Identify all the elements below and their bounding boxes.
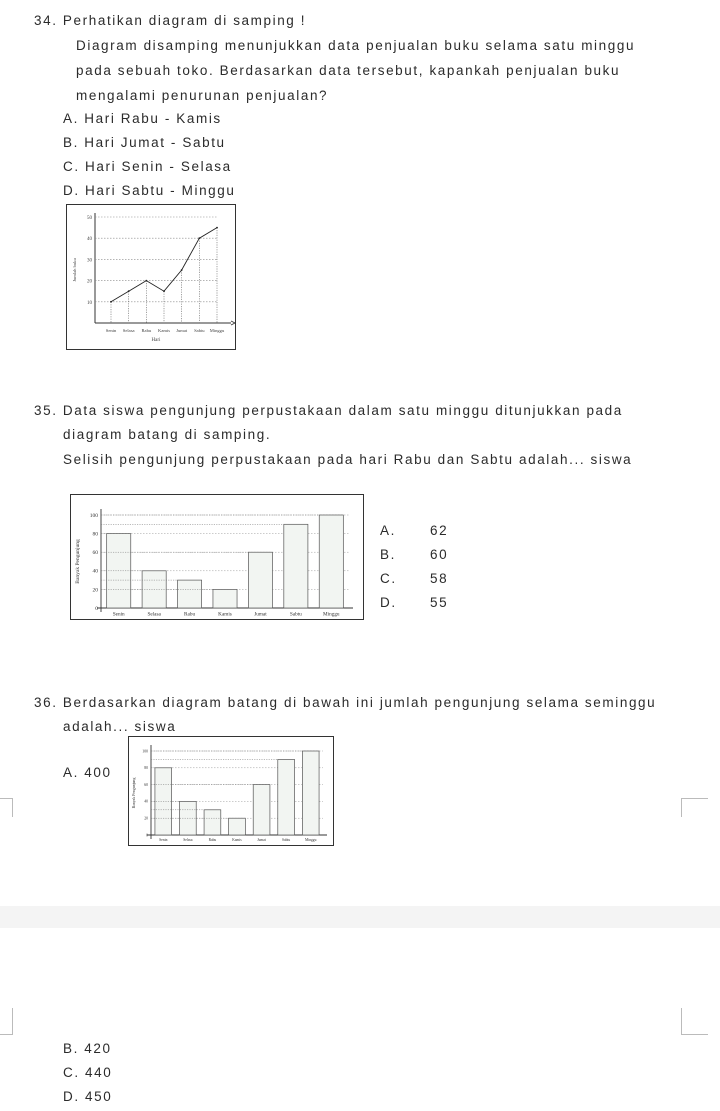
y-axis-label: Jumlah buku	[72, 258, 77, 282]
q34-option-d: D. Hari Sabtu - Minggu	[63, 183, 236, 198]
q34-body-line-2: pada sebuah toko. Berdasarkan data tersebut, kapankah penjualan buku	[76, 63, 621, 78]
bar	[284, 524, 308, 608]
x-tick-label: Rabu	[184, 611, 196, 618]
q34-option-a: A. Hari Rabu - Kamis	[63, 111, 222, 126]
data-point	[181, 269, 183, 271]
y-tick-label: 20	[92, 587, 98, 594]
y-tick-label: 40	[92, 568, 98, 575]
y-tick-label: 40	[144, 799, 148, 804]
q34-body-line-1: Diagram disamping menunjukkan data penjualan buku selama satu minggu	[76, 38, 636, 53]
x-tick-label: Kamis	[158, 328, 170, 333]
q35-option-a-letter: A.	[380, 523, 396, 538]
y-tick-label: 100	[89, 512, 98, 519]
q34-body-line-3: mengalami penurunan penjualan?	[76, 88, 329, 103]
y-tick-label: 60	[92, 550, 98, 557]
q34-line-chart-frame	[66, 204, 236, 350]
y-tick-label: 10	[87, 300, 92, 306]
bar	[248, 552, 272, 608]
crop-mark-bottom-right	[681, 1008, 708, 1035]
x-tick-label: Jumat	[254, 611, 267, 618]
x-tick-label: Selasa	[147, 611, 161, 618]
x-tick-label: Senin	[159, 837, 168, 842]
x-tick-label: Rabu	[141, 328, 152, 333]
x-axis-label: Hari	[151, 338, 161, 343]
q34-line-chart	[67, 205, 235, 349]
data-point	[145, 280, 147, 282]
y-tick-label: 30	[87, 258, 92, 264]
crop-mark-top-left	[0, 798, 13, 817]
q36-option-a: A. 400	[63, 765, 112, 780]
x-tick-label: Minggu	[304, 837, 317, 842]
x-tick-label: Rabu	[208, 837, 217, 842]
q35-option-d-letter: D.	[380, 595, 397, 610]
data-point	[198, 237, 200, 239]
bar	[178, 580, 202, 608]
crop-mark-top-right	[681, 798, 708, 817]
q35-bar-chart	[71, 495, 363, 619]
q35-option-d-value: 55	[430, 595, 449, 610]
y-tick-label: 0	[146, 833, 148, 838]
y-tick-label: 80	[144, 766, 148, 771]
page-separator-band	[0, 906, 720, 928]
x-tick-label: Jumat	[176, 328, 188, 333]
x-tick-label: Minggu	[323, 611, 340, 618]
y-tick-label: 0	[95, 605, 98, 612]
bar	[319, 515, 343, 608]
bar	[253, 785, 270, 835]
x-tick-label: Minggu	[209, 328, 225, 333]
bar	[204, 810, 221, 835]
y-tick-label: 100	[142, 749, 148, 754]
q34-option-c: C. Hari Senin - Selasa	[63, 159, 232, 174]
q35-body-line-1: diagram batang di samping.	[63, 427, 272, 442]
x-tick-label: Sabtu	[282, 837, 291, 842]
bar	[229, 818, 246, 835]
x-tick-label: Sabtu	[194, 328, 205, 333]
y-axis-label: Banyak Pengunjung	[132, 777, 136, 809]
bar	[278, 759, 295, 835]
q35-body-line-2: Selisih pengunjung perpustakaan pada hari Rabu dan Sabtu adalah... siswa	[63, 452, 633, 467]
x-tick-label: Kamis	[232, 837, 242, 842]
y-tick-label: 60	[144, 782, 148, 787]
x-axis-arrow	[231, 321, 235, 325]
q35-option-c-letter: C.	[380, 571, 397, 586]
x-tick-label: Senin	[112, 611, 125, 618]
y-axis-label: Banyak Pengunjung	[75, 539, 81, 584]
y-tick-label: 80	[92, 531, 98, 538]
x-tick-label: Kamis	[218, 611, 232, 618]
q35-bar-chart-frame	[70, 494, 364, 620]
q36-option-d: D. 450	[63, 1089, 113, 1104]
crop-mark-bottom-left	[0, 1008, 13, 1035]
q36-option-c: C. 440	[63, 1065, 113, 1080]
q35-option-b-letter: B.	[380, 547, 396, 562]
q35-title: 35. Data siswa pengunjung perpustakaan dalam satu minggu ditunjukkan pada	[34, 403, 623, 418]
y-tick-label: 50	[87, 216, 92, 221]
q36-title: 36. Berdasarkan diagram batang di bawah ini jumlah pengunjung selama seminggu	[34, 695, 657, 710]
x-tick-label: Jumat	[257, 837, 266, 842]
q35-option-b-value: 60	[430, 547, 449, 562]
data-point	[128, 290, 130, 292]
bar	[213, 589, 237, 608]
q35-option-c-value: 58	[430, 571, 449, 586]
y-tick-label: 20	[144, 816, 148, 821]
q34-title: 34. Perhatikan diagram di samping !	[34, 13, 307, 28]
y-tick-label: 40	[87, 237, 92, 243]
data-point	[216, 227, 218, 229]
data-point	[163, 290, 165, 292]
bar	[302, 751, 319, 835]
x-tick-label: Sabtu	[289, 611, 302, 618]
q36-option-b: B. 420	[63, 1041, 112, 1056]
q35-option-a-value: 62	[430, 523, 449, 538]
data-point	[110, 301, 112, 303]
q34-option-b: B. Hari Jumat - Sabtu	[63, 135, 226, 150]
q36-bar-chart	[129, 737, 333, 845]
x-tick-label: Selasa	[122, 328, 135, 333]
q36-bar-chart-frame	[128, 736, 334, 846]
x-tick-label: Selasa	[183, 837, 193, 842]
q36-body-line-1: adalah... siswa	[63, 719, 177, 734]
y-tick-label: 20	[87, 279, 92, 285]
x-tick-label: Senin	[105, 328, 117, 333]
